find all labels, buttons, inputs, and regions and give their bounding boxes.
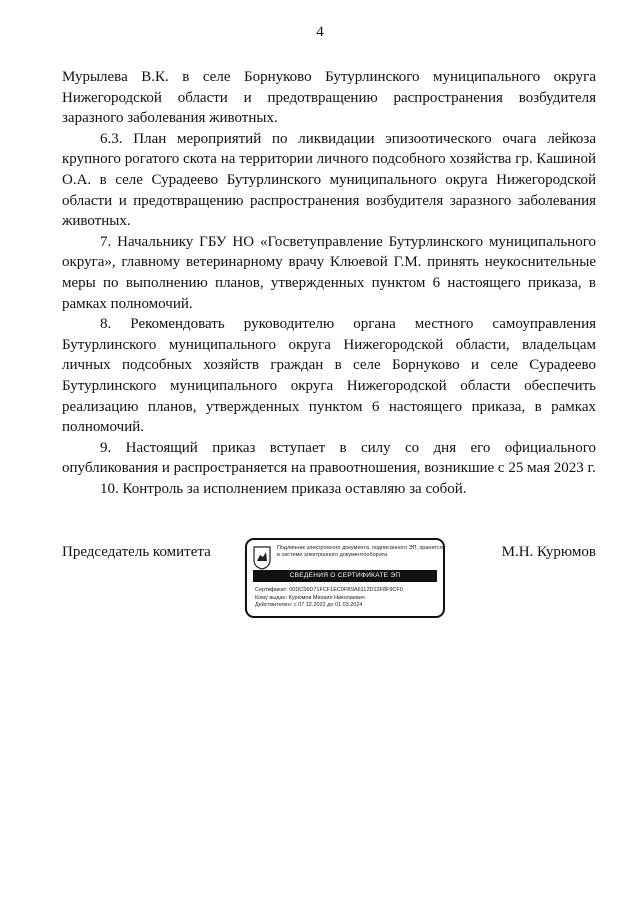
signatory-title: Председатель комитета: [62, 544, 211, 560]
paragraph: 9. Настоящий приказ вступает в силу со дня его официального опубликования и распространяется на правоотношения, возникшие с 25 мая 2023 г.: [62, 439, 596, 477]
stamp-banner: СВЕДЕНИЯ О СЕРТИФИКАТЕ ЭП: [253, 570, 437, 582]
certificate-number: Сертификат: 00DC56D71FCF1EC0FB9A6112D12F8F9CF0: [255, 587, 403, 593]
electronic-signature-stamp: [245, 538, 445, 618]
document-body: [62, 67, 596, 499]
signature-block: [62, 538, 596, 620]
paragraph: 7. Начальнику ГБУ НО «Госветуправление Бутурлинского муниципального округа», главному ветеринарному врачу Клюевой Г.М. принять неукоснительные меры по выполнению планов, утвержденных пунктом 6 настоящего приказа, в рамках полномочий.: [62, 233, 596, 312]
paragraph: 10. Контроль за исполнением приказа оставляю за собой.: [100, 480, 467, 497]
signatory-name: М.Н. Курюмов: [501, 544, 596, 560]
certificate-details: [255, 587, 441, 610]
paragraph: 6.3. План мероприятий по ликвидации эпизоотического очага лейкоза крупного рогатого скота на территории личного подсобного хозяйства гр. Кашиной О.А. в селе Сурадеево Бутурлинского муниципального округа Нижегородской области и предотвращению распространения возбудителя заразного заболевания животных.: [62, 130, 596, 230]
certificate-validity: Действителен: с 07.12.2022 до 01.03.2024: [255, 602, 363, 608]
page-number: 4: [316, 24, 324, 40]
coat-of-arms-icon: [253, 546, 271, 570]
paragraph: 8. Рекомендовать руководителю органа местного самоуправления Бутурлинского муниципального округа Нижегородской области, владельцам личных подсобных хозяйств граждан в селе Борнуково и селе Сурадеево Бутурлинского муниципального округа Нижегородской области обеспечить реализацию планов, утвержденных пунктом 6 настоящего приказа, в рамках полномочий.: [62, 316, 596, 436]
certificate-owner: Кому выдан: Курюмов Михаил Николаевич: [255, 594, 365, 601]
paragraph: Мурылева В.К. в селе Борнуково Бутурлинского муниципального округа Нижегородской области и предотвращению распространения возбудителя заразного заболевания животных.: [62, 69, 596, 127]
stamp-note: Подлинник электронного документа, подписанного ЭП, хранится в системе электронного документооборота: [277, 545, 443, 558]
